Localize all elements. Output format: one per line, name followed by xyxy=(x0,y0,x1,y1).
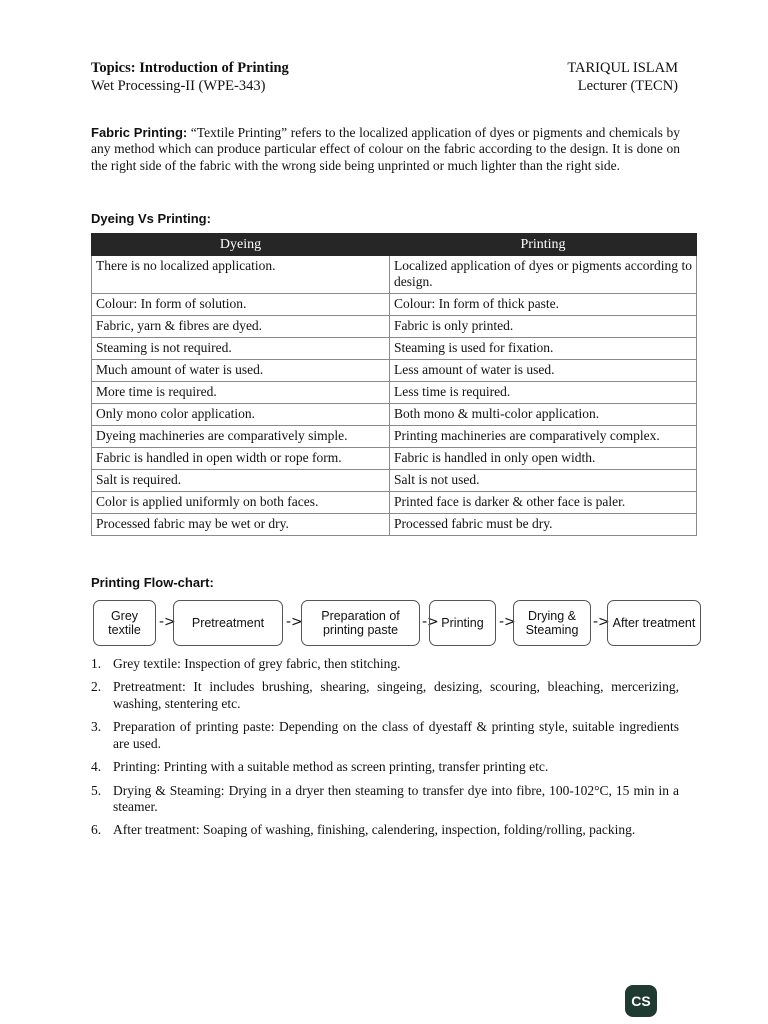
dyeing-cell: Processed fabric may be wet or dry. xyxy=(92,514,390,536)
topic-title: Topics: Introduction of Printing xyxy=(91,60,289,76)
flow-step-grey-textile: Grey textile xyxy=(93,600,156,646)
list-item-number: 5. xyxy=(91,782,102,798)
course-name: Wet Processing-II (WPE-343) xyxy=(91,78,266,94)
list-item xyxy=(91,822,679,838)
dyeing-cell: Fabric is handled in open width or rope form. xyxy=(92,448,390,470)
dyeing-cell: Steaming is not required. xyxy=(92,338,390,360)
header-printing: Printing xyxy=(390,234,697,256)
printing-cell: Salt is not used. xyxy=(390,470,697,492)
intro-paragraph xyxy=(91,125,680,174)
list-item-number: 1. xyxy=(91,656,102,671)
dyeing-cell: Salt is required. xyxy=(92,470,390,492)
flow-arrow-icon: -> xyxy=(159,614,176,630)
dyeing-cell: There is no localized application. xyxy=(92,256,390,294)
table-row xyxy=(92,492,697,514)
header-dyeing: Dyeing xyxy=(92,234,390,256)
flow-step-pretreatment: Pretreatment xyxy=(173,600,283,646)
dyeing-cell: More time is required. xyxy=(92,382,390,404)
printing-cell: Localized application of dyes or pigments according to design. xyxy=(390,256,697,294)
header-left xyxy=(91,59,289,95)
list-item xyxy=(91,656,679,672)
flow-step-paste-preparation: Preparation of printing paste xyxy=(301,600,420,646)
dyeing-cell: Only mono color application. xyxy=(92,404,390,426)
printing-cell: Steaming is used for fixation. xyxy=(390,338,697,360)
table-row xyxy=(92,470,697,492)
flowchart-title: Printing Flow-chart: xyxy=(91,575,214,590)
list-item-text: Pretreatment: It includes brushing, shearing, singeing, desizing, scouring, bleaching, mercerizing, washing, stentering etc. xyxy=(113,679,679,711)
flow-arrow-icon: -> xyxy=(422,614,439,630)
header-right xyxy=(567,59,678,95)
list-item-number: 2. xyxy=(91,679,102,695)
intro-text: “Textile Printing” refers to the localized application of dyes or pigments and chemicals by any method which can produce particular effect of colour on the fabric according to the design. It is done on the right side of the fabric with the wrong side being unprinted or much lighter than the right side. xyxy=(91,125,680,173)
dyeing-cell: Colour: In form of solution. xyxy=(92,294,390,316)
list-item-text: Printing: Printing with a suitable method as screen printing, transfer printing etc. xyxy=(113,759,549,775)
list-item-text: Preparation of printing paste: Depending on the class of dyestaff & printing style, suitable ingredients are used. xyxy=(113,719,679,751)
table-header-row xyxy=(92,234,697,256)
table-row xyxy=(92,404,697,426)
dyeing-cell: Fabric, yarn & fibres are dyed. xyxy=(92,316,390,338)
list-item-number: 3. xyxy=(91,719,102,735)
table-row xyxy=(92,294,697,316)
flow-step-drying-steaming: Drying & Steaming xyxy=(513,600,591,646)
printing-cell: Less amount of water is used. xyxy=(390,360,697,382)
camscanner-logo: CS xyxy=(625,985,657,1017)
list-item xyxy=(91,679,679,712)
printing-cell: Less time is required. xyxy=(390,382,697,404)
intro-term: Fabric Printing: xyxy=(91,125,188,140)
table-row xyxy=(92,448,697,470)
dyeing-cell: Dyeing machineries are comparatively simple. xyxy=(92,426,390,448)
printing-cell: Fabric is only printed. xyxy=(390,316,697,338)
printing-cell: Colour: In form of thick paste. xyxy=(390,294,697,316)
dyeing-cell: Much amount of water is used. xyxy=(92,360,390,382)
printing-cell: Printing machineries are comparatively complex. xyxy=(390,426,697,448)
author-name: TARIQUL ISLAM xyxy=(567,60,678,76)
printing-cell: Printed face is darker & other face is paler. xyxy=(390,492,697,514)
table-row xyxy=(92,382,697,404)
table-row xyxy=(92,426,697,448)
list-item-text: Drying & Steaming: Drying in a dryer then steaming to transfer dye into fibre, 100-102°C, 15 min in a steamer. xyxy=(113,782,679,814)
process-steps-list xyxy=(91,656,679,846)
flowchart xyxy=(93,600,703,646)
list-item xyxy=(91,783,679,816)
flow-step-printing: Printing xyxy=(429,600,496,646)
table-row xyxy=(92,360,697,382)
printing-cell: Processed fabric must be dry. xyxy=(390,514,697,536)
list-item-text: Grey textile: Inspection of grey fabric, then stitching. xyxy=(113,656,401,671)
list-item-number: 6. xyxy=(91,822,102,838)
comparison-title: Dyeing Vs Printing: xyxy=(91,211,211,226)
flow-arrow-icon: -> xyxy=(499,614,516,630)
table-row xyxy=(92,316,697,338)
printing-cell: Both mono & multi-color application. xyxy=(390,404,697,426)
list-item xyxy=(91,719,679,752)
flow-arrow-icon: -> xyxy=(286,614,303,630)
flow-arrow-icon: -> xyxy=(593,614,610,630)
table-row xyxy=(92,256,697,294)
flow-step-after-treatment: After treatment xyxy=(607,600,701,646)
dyeing-cell: Color is applied uniformly on both faces. xyxy=(92,492,390,514)
list-item-text: After treatment: Soaping of washing, finishing, calendering, inspection, folding/rolling, packing. xyxy=(113,822,636,838)
table-row xyxy=(92,514,697,536)
author-position: Lecturer (TECN) xyxy=(577,78,678,94)
list-item-number: 4. xyxy=(91,759,102,775)
printing-cell: Fabric is handled in only open width. xyxy=(390,448,697,470)
list-item xyxy=(91,759,679,775)
table-row xyxy=(92,338,697,360)
comparison-table xyxy=(91,233,697,536)
